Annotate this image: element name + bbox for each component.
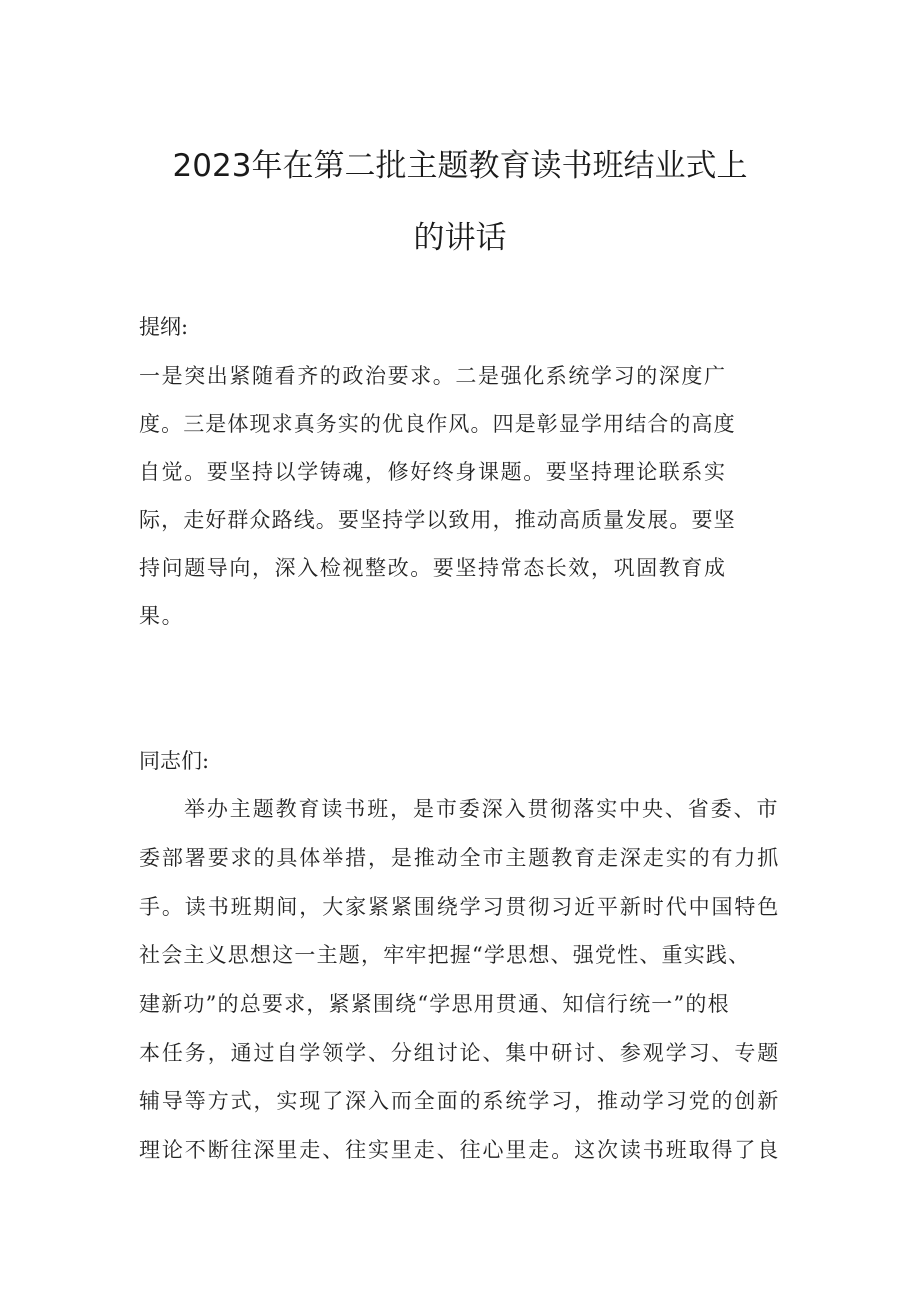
- speech-line: 手。读书班期间，大家紧紧围绕学习贯彻习近平新时代中国特色: [139, 895, 781, 919]
- speech-line: 辅导等方式，实现了深入而全面的系统学习，推动学习党的创新: [139, 1089, 781, 1113]
- outline-line: 一是突出紧随看齐的政治要求。二是强化系统学习的深度广: [139, 364, 727, 388]
- speech-line: 委部署要求的具体举措，是推动全市主题教育走深走实的有力抓: [139, 846, 781, 870]
- outline-line: 自觉。要坚持以学铸魂，修好终身课题。要坚持理论联系实: [139, 460, 727, 484]
- outline-line: 际，走好群众路线。要坚持学以致用，推动高质量发展。要坚: [139, 508, 736, 532]
- speech-line: 建新功”的总要求，紧紧围绕“学思用贯通、知信行统一”的根: [139, 992, 730, 1016]
- outline-line: 度。三是体现求真务实的优良作风。四是彰显学用结合的高度: [139, 412, 736, 436]
- outline-label: 提纲:: [139, 315, 189, 339]
- outline-line: 果。: [139, 604, 185, 628]
- speech-line: 举办主题教育读书班，是市委深入贯彻落实中央、省委、市: [184, 797, 780, 821]
- document-title-line-1: 2023年在第二批主题教育读书班结业式上: [172, 148, 748, 184]
- document-title-line-2: 的讲话: [413, 220, 507, 256]
- speech-line: 本任务，通过自学领学、分组讨论、集中研讨、参观学习、专题: [139, 1041, 781, 1065]
- salutation: 同志们:: [139, 749, 210, 773]
- speech-line: 社会主义思想这一主题，牢牢把握“学思想、强党性、重实践、: [139, 943, 751, 967]
- speech-line: 理论不断往深里走、往实里走、往心里走。这次读书班取得了良: [139, 1138, 781, 1162]
- outline-line: 持问题导向，深入检视整改。要坚持常态长效，巩固教育成: [139, 556, 727, 580]
